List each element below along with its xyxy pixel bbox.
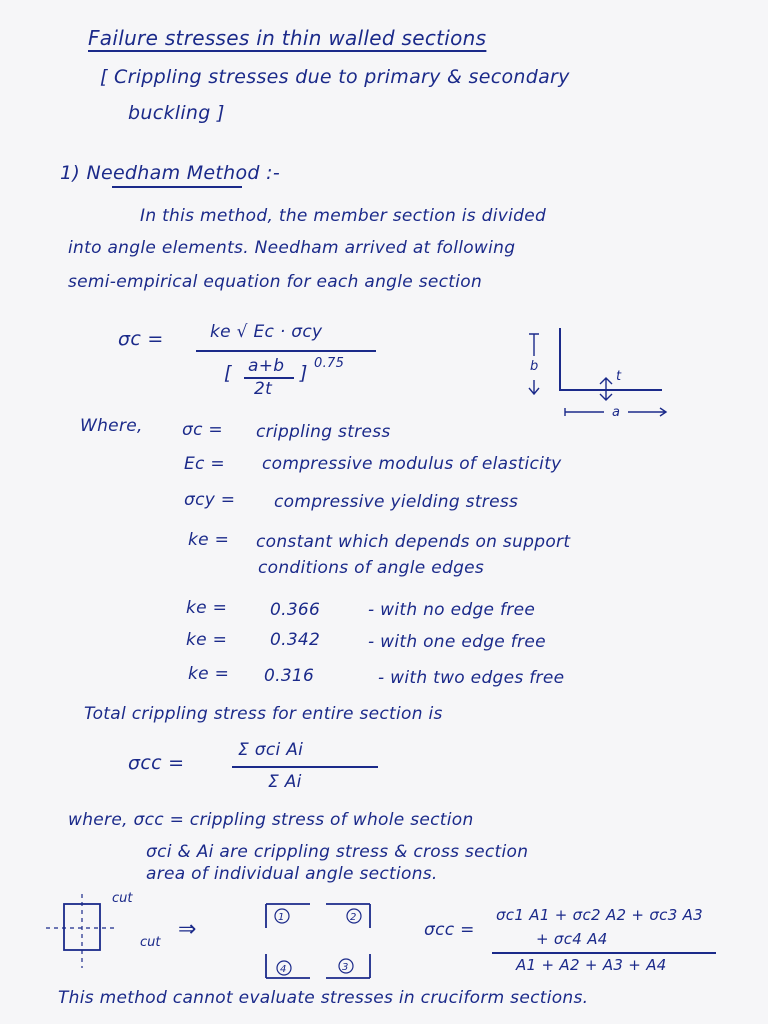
eq2-fraction-bar [232, 766, 378, 768]
def-scy-text: compressive yielding stress [274, 492, 519, 512]
eq1-numerator: ke √ Ec · σcy [210, 322, 323, 342]
where2-line-1: where, σcc = crippling stress of whole section [68, 810, 474, 830]
section-heading-underline [112, 186, 242, 188]
def-scy-symbol: σcy = [184, 490, 236, 510]
number-3: 3 [342, 962, 349, 973]
subtitle-line-2: buckling ] [128, 102, 225, 124]
def-ec-symbol: Ec = [184, 454, 225, 474]
ke-value-symbol: ke = [186, 598, 228, 618]
ke-value-symbol: ke = [188, 664, 230, 684]
def-ke-symbol: ke = [188, 530, 230, 550]
def-ec-text: compressive modulus of elasticity [262, 454, 562, 474]
eq1-exponent: 0.75 [314, 356, 345, 371]
eq3-lhs: σcc = [424, 920, 475, 940]
ke-value-number: 0.342 [270, 630, 321, 650]
where2-line-2: σci & Ai are crippling stress & cross section [146, 842, 529, 862]
eq3-fraction-bar [492, 952, 716, 954]
cut-lines [46, 894, 118, 968]
page-title: Failure stresses in thin walled sections [88, 26, 487, 50]
def-ke-text-2: conditions of angle edges [258, 558, 485, 578]
eq1-den-bottom: 2t [254, 379, 273, 399]
ke-value-description: - with one edge free [368, 632, 546, 652]
section-heading: 1) Needham Method :- [60, 162, 280, 184]
cut-label-bottom: cut [140, 935, 161, 950]
eq3-numerator-2: + σc4 A4 [536, 930, 608, 948]
eq1-lhs: σc = [118, 328, 164, 350]
subtitle-line-1: [ Crippling stresses due to primary & secondary [100, 66, 570, 88]
ke-value-number: 0.316 [264, 666, 315, 686]
eq2-numerator: Σ σci Ai [238, 740, 304, 760]
intro-line-2: into angle elements. Needham arrived at following [68, 238, 516, 258]
eq3-denominator: A1 + A2 + A3 + A4 [516, 956, 667, 974]
angle-1 [266, 904, 310, 928]
eq1-fraction-bar [196, 350, 376, 352]
angle-section-diagram [520, 328, 680, 423]
label-t: t [616, 369, 622, 384]
where-label: Where, [80, 416, 143, 436]
eq2-denominator: Σ Ai [268, 772, 302, 792]
where2-line-3: area of individual angle sections. [146, 864, 438, 884]
arrow-icon: ⇒ [178, 917, 197, 942]
number-2: 2 [350, 912, 357, 923]
cruciform-diagram [40, 888, 380, 988]
eq1-bracket-left: [ [224, 362, 232, 384]
intro-line-3: semi-empirical equation for each angle section [68, 272, 483, 292]
eq1-bracket-right: ] [300, 362, 308, 384]
number-4: 4 [280, 964, 287, 975]
label-b: b [530, 359, 539, 374]
def-sc-text: crippling stress [256, 422, 391, 442]
def-ke-text-1: constant which depends on support [256, 532, 571, 552]
ke-value-description: - with two edges free [378, 668, 565, 688]
ke-value-description: - with no edge free [368, 600, 536, 620]
cut-label-top: cut [112, 891, 133, 906]
ke-value-symbol: ke = [186, 630, 228, 650]
def-sc-symbol: σc = [182, 420, 223, 440]
angle-shape [560, 328, 662, 390]
ke-value-number: 0.366 [270, 600, 321, 620]
number-1: 1 [278, 912, 285, 923]
eq1-den-top: a+b [248, 356, 285, 376]
label-a: a [612, 405, 620, 420]
footer-note: This method cannot evaluate stresses in cruciform sections. [58, 988, 589, 1008]
eq3-numerator-1: σc1 A1 + σc2 A2 + σc3 A3 [496, 906, 704, 924]
angle-2 [326, 904, 370, 928]
eq2-lhs: σcc = [128, 752, 185, 774]
intro-line-1: In this method, the member section is divided [140, 206, 547, 226]
total-stress-text: Total crippling stress for entire section is [84, 704, 443, 724]
